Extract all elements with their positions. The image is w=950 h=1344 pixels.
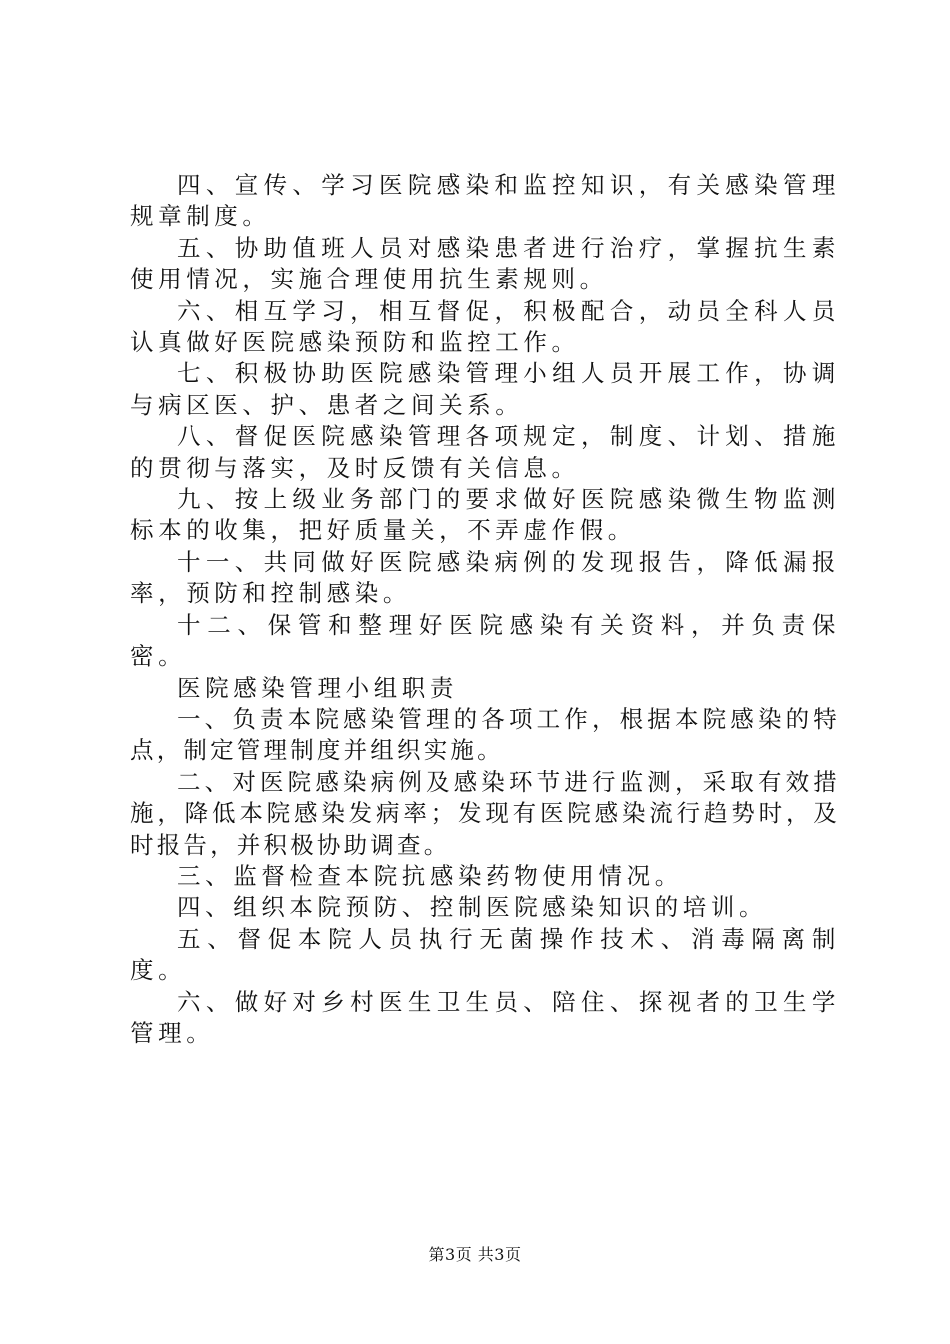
paragraph-duty-12: 十二、保管和整理好医院感染有关资料，并负责保密。 — [130, 610, 840, 671]
paragraph-group-duty-1: 一、负责本院感染管理的各项工作，根据本院感染的特点，制定管理制度并组织实施。 — [130, 704, 840, 765]
paragraph-duty-4: 四、宣传、学习医院感染和监控知识，有关感染管理规章制度。 — [130, 171, 840, 231]
paragraph-duty-7: 七、积极协助医院感染管理小组人员开展工作，协调与病区医、护、患者之间关系。 — [130, 359, 840, 419]
paragraph-duty-6: 六、相互学习，相互督促，积极配合，动员全科人员认真做好医院感染预防和监控工作。 — [130, 296, 840, 357]
page-number-footer: 第3页 共3页 — [428, 1245, 522, 1264]
paragraph-group-duty-2: 二、对医院感染病例及感染环节进行监测，采取有效措施，降低本院感染发病率；发现有医院感染流行趋势时，及时报告，并积极协助调查。 — [130, 767, 840, 859]
paragraph-group-duty-3: 三、监督检查本院抗感染药物使用情况。 — [177, 861, 683, 890]
section-heading: 医院感染管理小组职责 — [177, 673, 458, 702]
paragraph-duty-9: 九、按上级业务部门的要求做好医院感染微生物监测标本的收集，把好质量关，不弄虚作假。 — [130, 485, 840, 545]
paragraph-duty-8: 八、督促医院感染管理各项规定，制度、计划、措施的贯彻与落实，及时反馈有关信息。 — [130, 422, 840, 482]
document-body — [130, 170, 840, 1049]
paragraph-group-duty-6: 六、做好对乡村医生卫生员、陪住、探视者的卫生学管理。 — [130, 987, 840, 1047]
paragraph-group-duty-5: 五、督促本院人员执行无菌操作技术、消毒隔离制度。 — [130, 924, 840, 985]
paragraph-duty-5: 五、协助值班人员对感染患者进行治疗，掌握抗生素使用情况，实施合理使用抗生素规则。 — [130, 233, 840, 294]
paragraph-duty-11: 十一、共同做好医院感染病例的发现报告，降低漏报率，预防和控制感染。 — [130, 547, 840, 608]
paragraph-group-duty-4: 四、组织本院预防、控制医院感染知识的培训。 — [177, 893, 768, 922]
